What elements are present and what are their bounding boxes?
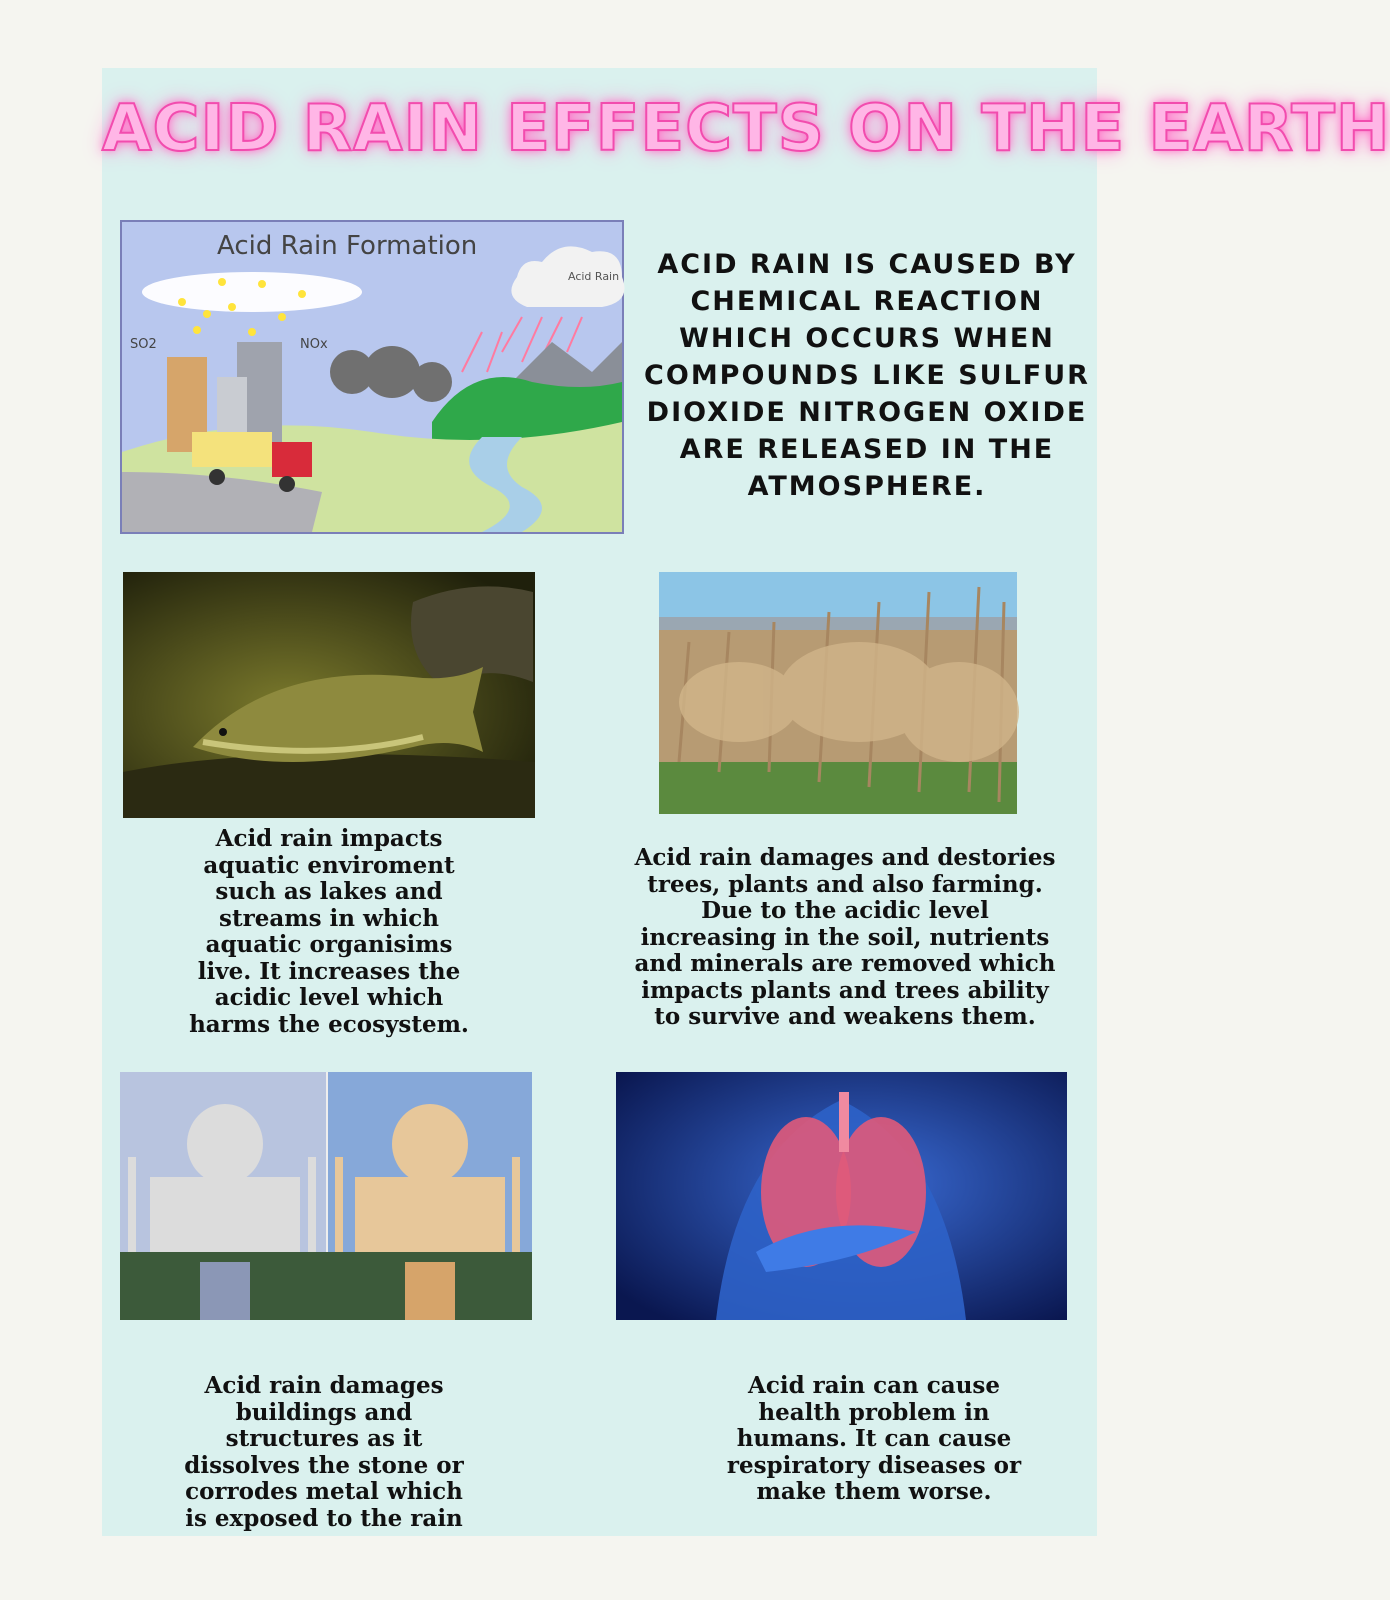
diagram-nox-label: NOx xyxy=(300,337,328,352)
health-caption: Acid rain can cause health problem in humans. It can cause respiratory diseases or make them worse. xyxy=(726,1372,1022,1505)
taj-mahal-photo xyxy=(120,1072,532,1320)
diagram-cloud-label: Acid Rain xyxy=(568,270,620,283)
dried-crops-photo xyxy=(659,572,1017,814)
acid-rain-formation-diagram xyxy=(120,220,624,534)
intro-text: ACID RAIN IS CAUSED BY CHEMICAL REACTION WHICH OCCURS WHEN COMPOUNDS LIKE SULFUR DIOXIDE NITROGEN OXIDE ARE RELEASED IN THE ATMOSPHERE. xyxy=(644,249,1090,502)
diagram-title: Acid Rain Formation xyxy=(217,231,478,261)
lungs-illustration xyxy=(616,1072,1067,1320)
buildings-caption: Acid rain damages buildings and structures as it dissolves the stone or corrodes metal which is exposed to the rain xyxy=(184,1372,464,1532)
page-title: ACID RAIN EFFECTS ON THE EARTH xyxy=(102,92,1390,166)
aquatic-caption: Acid rain impacts aquatic enviroment such as lakes and streams in which aquatic organisims live. It increases the acidic level which harms the ecosystem. xyxy=(189,825,469,1038)
diagram-so2-label: SO2 xyxy=(130,337,157,352)
fish-photo xyxy=(123,572,535,818)
poster-panel xyxy=(102,68,1390,1536)
plants-caption: Acid rain damages and destories trees, plants and also farming. Due to the acidic level increasing in the soil, nutrients and minerals are removed which impacts plants and trees ability to survive and weakens them. xyxy=(634,844,1056,1030)
